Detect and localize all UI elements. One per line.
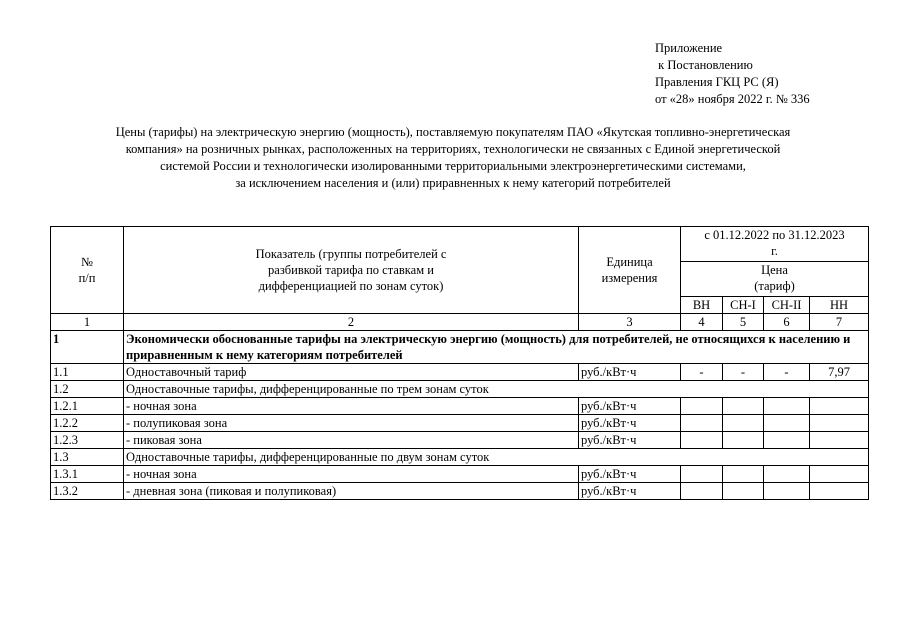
row-sn2 (764, 415, 810, 432)
row-sn1 (723, 415, 764, 432)
row-num: 1.3 (51, 449, 124, 466)
row-unit: руб./кВт·ч (579, 364, 681, 381)
column-number: 2 (124, 314, 579, 331)
row-sn1 (723, 398, 764, 415)
row-vn (681, 466, 723, 483)
header-unit: Единица измерения (579, 227, 681, 314)
header-sn2: СН-II (764, 297, 810, 314)
row-num: 1.2.2 (51, 415, 124, 432)
appendix-line: Приложение (655, 41, 723, 55)
row-name: - ночная зона (124, 466, 579, 483)
row-sn1 (723, 483, 764, 500)
row-sn2: - (764, 364, 810, 381)
table-row (51, 432, 869, 449)
header-price: Цена (тариф) (681, 262, 869, 297)
header-vn: ВН (681, 297, 723, 314)
row-name: Одноставочные тарифы, дифференцированные по трем зонам суток (124, 381, 869, 398)
row-sn1 (723, 432, 764, 449)
column-number-row (51, 314, 869, 331)
header-indicator: Показатель (группы потребителей с разбивкой тарифа по ставкам и дифференциацией по зонам суток) (124, 227, 579, 314)
column-number: 3 (579, 314, 681, 331)
row-unit: руб./кВт·ч (579, 483, 681, 500)
row-vn (681, 432, 723, 449)
row-vn (681, 483, 723, 500)
row-nn (810, 432, 869, 449)
header-sn1: СН-I (723, 297, 764, 314)
column-number: 4 (681, 314, 723, 331)
row-nn (810, 466, 869, 483)
column-number: 5 (723, 314, 764, 331)
row-name: - полупиковая зона (124, 415, 579, 432)
title-line: Цены (тарифы) на электрическую энергию (мощность), поставляемую покупателям ПАО «Якутская топливно-энергетическая (115, 125, 791, 139)
row-vn: - (681, 364, 723, 381)
table-row (51, 364, 869, 381)
column-number: 1 (51, 314, 124, 331)
row-nn (810, 415, 869, 432)
row-sn2 (764, 466, 810, 483)
row-nn: 7,97 (810, 364, 869, 381)
row-sn1: - (723, 364, 764, 381)
header-num: № п/п (51, 227, 124, 314)
section-title: Экономически обоснованные тарифы на электрическую энергию (мощность) для потребителей, не относящихся к населению и приравненным к нему категориям потребителей (124, 331, 869, 364)
section-row (51, 331, 869, 364)
row-sn2 (764, 398, 810, 415)
row-name: - ночная зона (124, 398, 579, 415)
row-name: - дневная зона (пиковая и полупиковая) (124, 483, 579, 500)
title-line: за исключением населения и (или) приравненных к нему категорий потребителей (235, 176, 671, 190)
row-num: 1.2.1 (51, 398, 124, 415)
table-row (51, 483, 869, 500)
appendix-line: Правления ГКЦ РС (Я) (655, 75, 779, 89)
row-unit: руб./кВт·ч (579, 398, 681, 415)
appendix-block (655, 40, 810, 108)
table-row (51, 398, 869, 415)
table-row (51, 415, 869, 432)
row-sn2 (764, 483, 810, 500)
row-num: 1.2 (51, 381, 124, 398)
section-num: 1 (51, 331, 124, 364)
row-unit: руб./кВт·ч (579, 432, 681, 449)
row-nn (810, 483, 869, 500)
row-name: Одноставочные тарифы, дифференцированные по двум зонам суток (124, 449, 869, 466)
header-period: с 01.12.2022 по 31.12.2023 г. (681, 227, 869, 262)
column-number: 7 (810, 314, 869, 331)
header-nn: НН (810, 297, 869, 314)
row-name: Одноставочный тариф (124, 364, 579, 381)
appendix-line: к Постановлению (658, 58, 753, 72)
appendix-line: от «28» ноября 2022 г. № 336 (655, 92, 810, 106)
row-num: 1.1 (51, 364, 124, 381)
row-sn2 (764, 432, 810, 449)
column-number: 6 (764, 314, 810, 331)
row-unit: руб./кВт·ч (579, 415, 681, 432)
row-vn (681, 398, 723, 415)
table-group-row (51, 449, 869, 466)
table-group-row (51, 381, 869, 398)
tariff-table (50, 226, 869, 500)
row-num: 1.3.2 (51, 483, 124, 500)
row-name: - пиковая зона (124, 432, 579, 449)
row-nn (810, 398, 869, 415)
title-line: компания» на розничных рынках, расположенных на территориях, технологически не связанных с Единой энергетической (125, 142, 781, 156)
row-num: 1.3.1 (51, 466, 124, 483)
table-row (51, 466, 869, 483)
header-row (51, 227, 869, 262)
row-unit: руб./кВт·ч (579, 466, 681, 483)
row-num: 1.2.3 (51, 432, 124, 449)
title-line: системой России и технологически изолированными территориальными электроэнергетическими системами, (160, 159, 746, 173)
row-vn (681, 415, 723, 432)
document-title (30, 124, 876, 192)
row-sn1 (723, 466, 764, 483)
